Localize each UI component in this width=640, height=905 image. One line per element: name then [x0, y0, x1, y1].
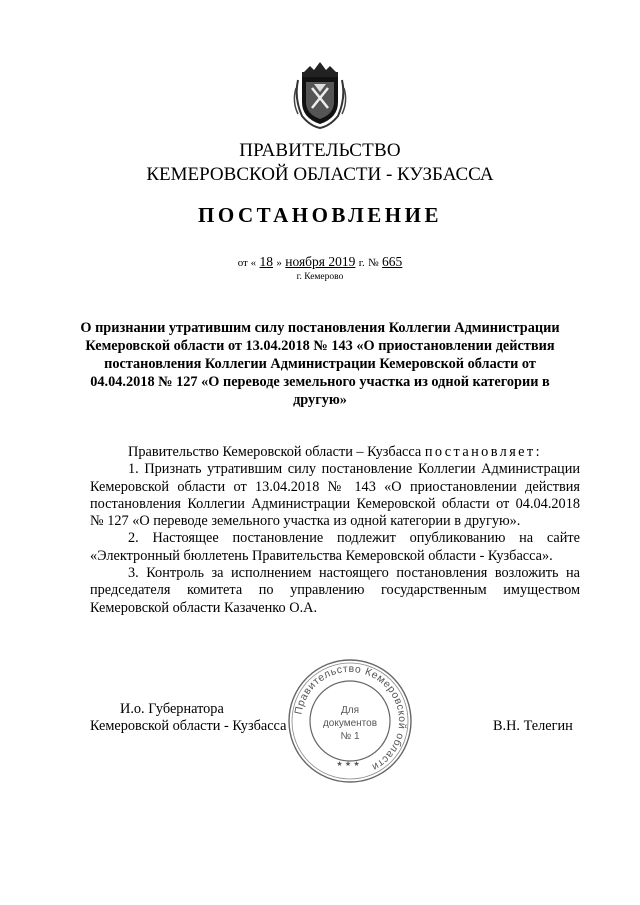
svg-text:★ ★ ★: ★ ★ ★: [336, 760, 360, 768]
city-label: г. Кемерово: [296, 272, 344, 282]
number-label: №: [368, 257, 379, 269]
official-stamp: [285, 656, 415, 786]
preamble: [90, 444, 580, 461]
date-month-year: ноября 2019: [285, 254, 356, 269]
stamp-line2: документов: [322, 718, 378, 729]
date-suffix: г.: [358, 257, 365, 269]
org-name-line1: ПРАВИТЕЛЬСТВО: [239, 140, 401, 161]
signatory-name: В.Н. Телегин: [493, 718, 573, 734]
org-name-line2: КЕМЕРОВСКОЙ ОБЛАСТИ - КУЗБАССА: [146, 164, 494, 185]
coat-of-arms-emblem: [290, 58, 350, 130]
date-day: 18: [259, 254, 273, 269]
signatory-position-line2: Кемеровской области - Кузбасса: [90, 718, 287, 734]
document-body: [90, 444, 580, 617]
document-title: О признании утратившим силу постановления Коллегии Администрации Кемеровской области от 13.04.2018 № 143 «О приостановлении действия постановления Коллегии Администрации Кемеровской области от 04.04.2018 № 127 «О переводе земельного участка из одной категории в другую»: [80, 320, 560, 408]
signatory-position-line1: И.о. Губернатора: [120, 701, 224, 717]
document-number: 665: [382, 254, 403, 269]
signatory-position: [90, 701, 286, 735]
document-date-line: [0, 254, 640, 270]
stamp-line3: № 1: [340, 731, 360, 742]
preamble-verb: постановляет:: [424, 444, 542, 460]
paragraph-3: 3. Контроль за исполнением настоящего постановления возложить на председателя комитета по управлению государственным имуществом Кемеровской области Казаченко О.А.: [90, 565, 580, 616]
stamp-ring-text: Правительство Кемеровской области: [292, 662, 409, 774]
document-type-heading: ПОСТАНОВЛЕНИЕ: [198, 203, 442, 227]
preamble-text: Правительство Кемеровской области – Кузбасса: [128, 444, 422, 460]
paragraph-1: 1. Признать утратившим силу постановление Коллегии Администрации Кемеровской области от 13.04.2018 № 143 «О приостановлении действия постановления Коллегии Администрации Кемеровской области от 04.04.2018 № 127 «О переводе земельного участка из одной категории в другую».: [90, 461, 580, 530]
date-prefix: от «: [237, 257, 257, 269]
date-mid: »: [276, 257, 282, 269]
paragraph-2: 2. Настоящее постановление подлежит опубликованию на сайте «Электронный бюллетень Правительства Кемеровской области - Кузбасса».: [90, 530, 580, 564]
stamp-line1: Для: [340, 705, 360, 716]
